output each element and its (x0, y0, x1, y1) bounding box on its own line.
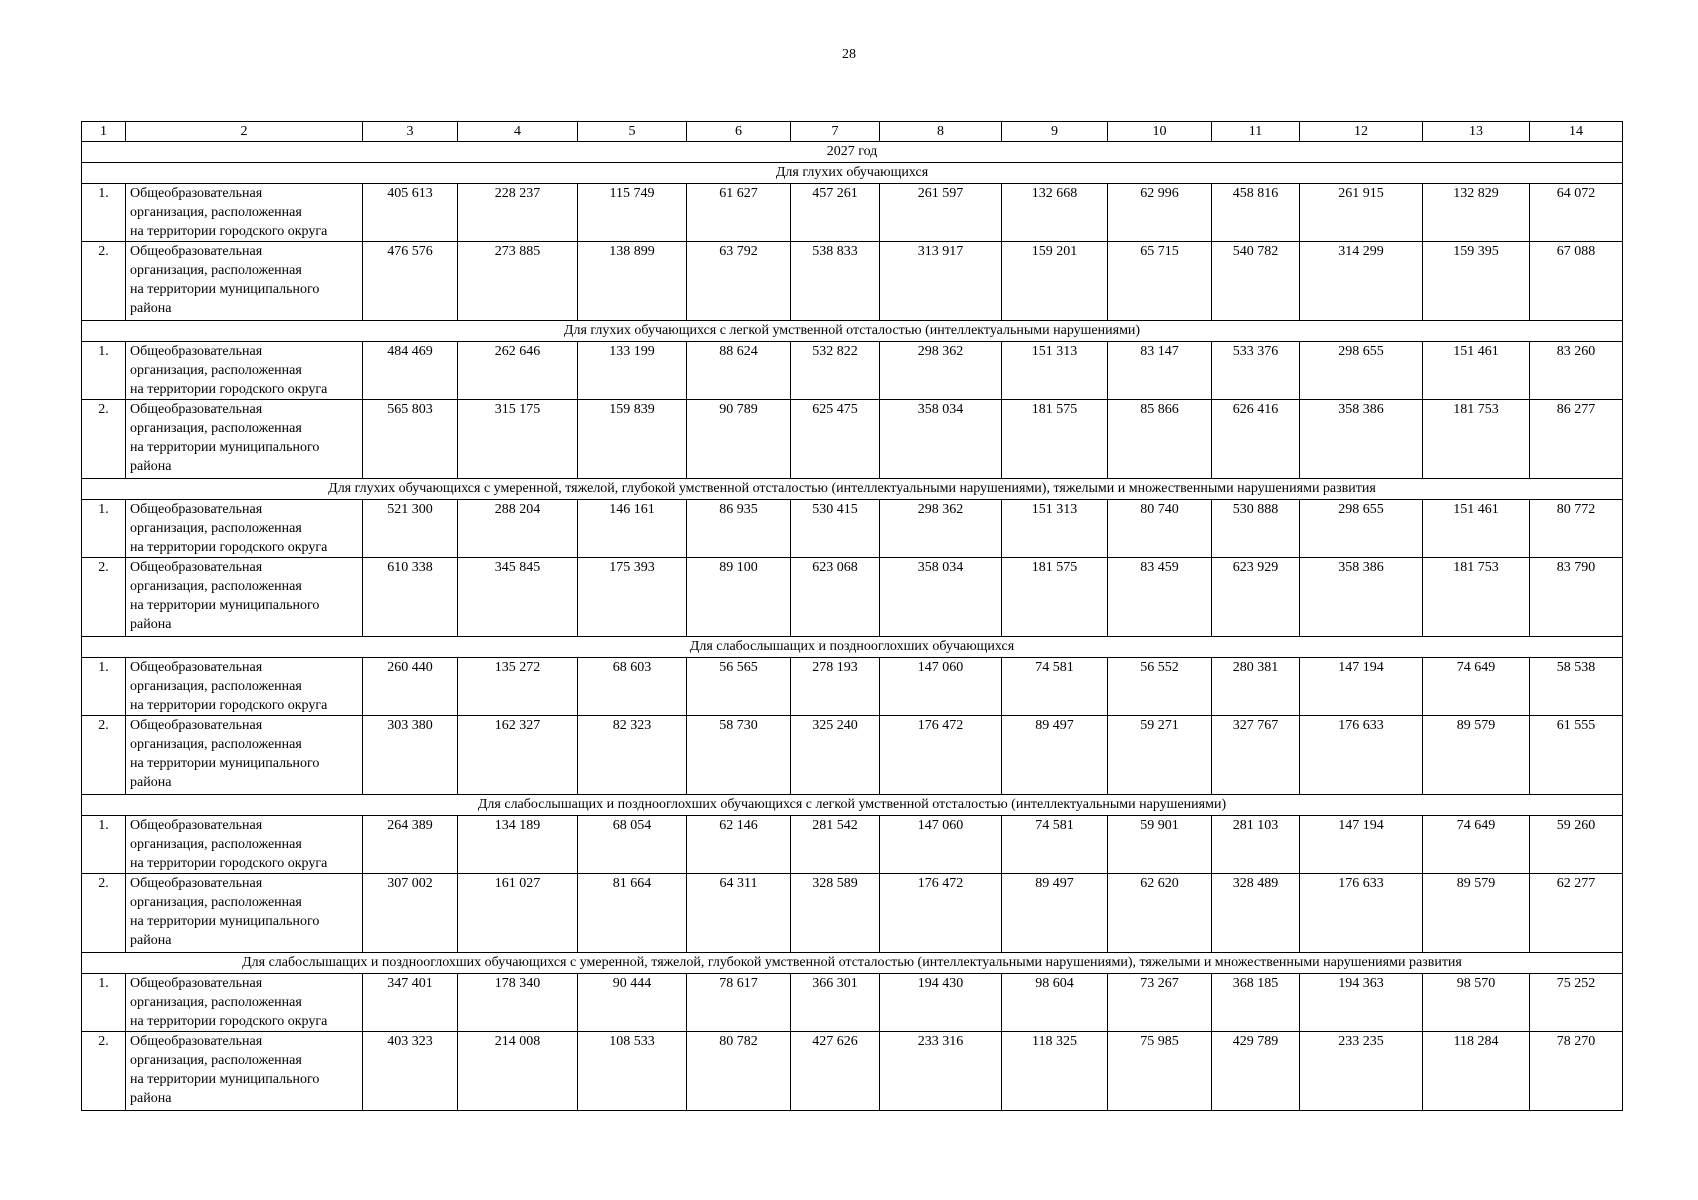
organization-name: Общеобразовательная организация, расположенная на территории муниципального района (126, 558, 363, 637)
value-cell: 314 299 (1300, 242, 1423, 321)
organization-name: Общеобразовательная организация, расположенная на территории городского округа (126, 184, 363, 242)
value-cell: 86 277 (1530, 400, 1623, 479)
value-cell: 75 985 (1108, 1032, 1212, 1111)
value-cell: 90 444 (578, 974, 687, 1032)
value-cell: 78 617 (687, 974, 791, 1032)
value-cell: 80 740 (1108, 500, 1212, 558)
column-number-cell: 4 (458, 122, 578, 142)
value-cell: 80 772 (1530, 500, 1623, 558)
value-cell: 74 581 (1002, 816, 1108, 874)
column-number-cell: 1 (82, 122, 126, 142)
value-cell: 228 237 (458, 184, 578, 242)
value-cell: 521 300 (363, 500, 458, 558)
table-row (82, 874, 1623, 953)
column-number-cell: 11 (1212, 122, 1300, 142)
value-cell: 59 901 (1108, 816, 1212, 874)
value-cell: 135 272 (458, 658, 578, 716)
value-cell: 146 161 (578, 500, 687, 558)
value-cell: 358 386 (1300, 400, 1423, 479)
value-cell: 83 790 (1530, 558, 1623, 637)
page-number: 28 (842, 47, 856, 62)
value-cell: 427 626 (791, 1032, 880, 1111)
value-cell: 458 816 (1212, 184, 1300, 242)
table-row (82, 184, 1623, 242)
value-cell: 83 459 (1108, 558, 1212, 637)
value-cell: 178 340 (458, 974, 578, 1032)
organization-name: Общеобразовательная организация, расположенная на территории городского округа (126, 342, 363, 400)
table-row (82, 716, 1623, 795)
value-cell: 74 649 (1423, 816, 1530, 874)
section-title: Для глухих обучающихся (82, 163, 1623, 184)
table-row (82, 342, 1623, 400)
value-cell: 281 542 (791, 816, 880, 874)
value-cell: 625 475 (791, 400, 880, 479)
section-title: Для слабослышащих и позднооглохших обучающихся с умеренной, тяжелой, глубокой умственной отсталостью (интеллектуальными нарушениями), тяжелыми и множественными нарушениями развития (82, 953, 1623, 974)
value-cell: 65 715 (1108, 242, 1212, 321)
value-cell: 115 749 (578, 184, 687, 242)
section-row (82, 795, 1623, 816)
value-cell: 307 002 (363, 874, 458, 953)
value-cell: 62 620 (1108, 874, 1212, 953)
value-cell: 530 888 (1212, 500, 1300, 558)
value-cell: 80 782 (687, 1032, 791, 1111)
value-cell: 176 472 (880, 716, 1002, 795)
organization-name: Общеобразовательная организация, расположенная на территории муниципального района (126, 716, 363, 795)
value-cell: 161 027 (458, 874, 578, 953)
value-cell: 281 103 (1212, 816, 1300, 874)
column-number-cell: 3 (363, 122, 458, 142)
organization-name: Общеобразовательная организация, расположенная на территории муниципального района (126, 1032, 363, 1111)
organization-name: Общеобразовательная организация, расположенная на территории муниципального района (126, 400, 363, 479)
value-cell: 262 646 (458, 342, 578, 400)
data-table (81, 121, 1623, 1111)
value-cell: 176 472 (880, 874, 1002, 953)
table-row (82, 974, 1623, 1032)
value-cell: 59 271 (1108, 716, 1212, 795)
value-cell: 327 767 (1212, 716, 1300, 795)
value-cell: 132 668 (1002, 184, 1108, 242)
column-number-cell: 6 (687, 122, 791, 142)
row-index: 1. (82, 658, 126, 716)
section-title: Для глухих обучающихся с легкой умственной отсталостью (интеллектуальными нарушениями) (82, 321, 1623, 342)
row-index: 2. (82, 874, 126, 953)
value-cell: 86 935 (687, 500, 791, 558)
value-cell: 181 575 (1002, 400, 1108, 479)
value-cell: 358 034 (880, 558, 1002, 637)
value-cell: 233 235 (1300, 1032, 1423, 1111)
table-row (82, 500, 1623, 558)
value-cell: 67 088 (1530, 242, 1623, 321)
value-cell: 176 633 (1300, 874, 1423, 953)
value-cell: 328 589 (791, 874, 880, 953)
value-cell: 260 440 (363, 658, 458, 716)
value-cell: 62 146 (687, 816, 791, 874)
value-cell: 74 581 (1002, 658, 1108, 716)
row-index: 2. (82, 242, 126, 321)
value-cell: 61 555 (1530, 716, 1623, 795)
value-cell: 288 204 (458, 500, 578, 558)
value-cell: 328 489 (1212, 874, 1300, 953)
value-cell: 214 008 (458, 1032, 578, 1111)
value-cell: 484 469 (363, 342, 458, 400)
value-cell: 347 401 (363, 974, 458, 1032)
value-cell: 403 323 (363, 1032, 458, 1111)
table-row (82, 816, 1623, 874)
value-cell: 85 866 (1108, 400, 1212, 479)
value-cell: 56 565 (687, 658, 791, 716)
value-cell: 405 613 (363, 184, 458, 242)
value-cell: 358 034 (880, 400, 1002, 479)
value-cell: 159 395 (1423, 242, 1530, 321)
value-cell: 366 301 (791, 974, 880, 1032)
table-row (82, 242, 1623, 321)
value-cell: 298 655 (1300, 342, 1423, 400)
row-index: 2. (82, 558, 126, 637)
column-number-cell: 9 (1002, 122, 1108, 142)
value-cell: 261 597 (880, 184, 1002, 242)
value-cell: 181 753 (1423, 558, 1530, 637)
value-cell: 89 497 (1002, 716, 1108, 795)
value-cell: 98 604 (1002, 974, 1108, 1032)
value-cell: 176 633 (1300, 716, 1423, 795)
value-cell: 82 323 (578, 716, 687, 795)
column-number-cell: 7 (791, 122, 880, 142)
value-cell: 315 175 (458, 400, 578, 479)
value-cell: 138 899 (578, 242, 687, 321)
value-cell: 368 185 (1212, 974, 1300, 1032)
value-cell: 175 393 (578, 558, 687, 637)
value-cell: 151 313 (1002, 500, 1108, 558)
value-cell: 98 570 (1423, 974, 1530, 1032)
value-cell: 194 430 (880, 974, 1002, 1032)
section-row (82, 953, 1623, 974)
value-cell: 476 576 (363, 242, 458, 321)
section-row (82, 163, 1623, 184)
row-index: 1. (82, 500, 126, 558)
value-cell: 59 260 (1530, 816, 1623, 874)
value-cell: 298 362 (880, 500, 1002, 558)
row-index: 1. (82, 184, 126, 242)
value-cell: 90 789 (687, 400, 791, 479)
value-cell: 58 730 (687, 716, 791, 795)
value-cell: 610 338 (363, 558, 458, 637)
row-index: 2. (82, 716, 126, 795)
value-cell: 457 261 (791, 184, 880, 242)
column-number-cell: 13 (1423, 122, 1530, 142)
row-index: 1. (82, 342, 126, 400)
value-cell: 273 885 (458, 242, 578, 321)
value-cell: 623 068 (791, 558, 880, 637)
organization-name: Общеобразовательная организация, расположенная на территории городского округа (126, 974, 363, 1032)
value-cell: 233 316 (880, 1032, 1002, 1111)
value-cell: 78 270 (1530, 1032, 1623, 1111)
organization-name: Общеобразовательная организация, расположенная на территории муниципального района (126, 874, 363, 953)
column-number-cell: 14 (1530, 122, 1623, 142)
year-cell: 2027 год (82, 142, 1623, 163)
column-number-cell: 12 (1300, 122, 1423, 142)
value-cell: 133 199 (578, 342, 687, 400)
row-index: 2. (82, 1032, 126, 1111)
value-cell: 61 627 (687, 184, 791, 242)
column-number-cell: 2 (126, 122, 363, 142)
value-cell: 358 386 (1300, 558, 1423, 637)
row-index: 1. (82, 974, 126, 1032)
value-cell: 89 497 (1002, 874, 1108, 953)
value-cell: 181 753 (1423, 400, 1530, 479)
value-cell: 151 313 (1002, 342, 1108, 400)
organization-name: Общеобразовательная организация, расположенная на территории муниципального района (126, 242, 363, 321)
value-cell: 83 260 (1530, 342, 1623, 400)
table-row (82, 658, 1623, 716)
value-cell: 147 060 (880, 658, 1002, 716)
value-cell: 81 664 (578, 874, 687, 953)
value-cell: 533 376 (1212, 342, 1300, 400)
value-cell: 118 325 (1002, 1032, 1108, 1111)
value-cell: 151 461 (1423, 500, 1530, 558)
organization-name: Общеобразовательная организация, расположенная на территории городского округа (126, 816, 363, 874)
value-cell: 162 327 (458, 716, 578, 795)
table-row (82, 558, 1623, 637)
value-cell: 118 284 (1423, 1032, 1530, 1111)
column-number-cell: 10 (1108, 122, 1212, 142)
value-cell: 159 201 (1002, 242, 1108, 321)
section-title: Для слабослышащих и позднооглохших обучающихся (82, 637, 1623, 658)
value-cell: 181 575 (1002, 558, 1108, 637)
value-cell: 74 649 (1423, 658, 1530, 716)
value-cell: 89 579 (1423, 874, 1530, 953)
section-title: Для глухих обучающихся с умеренной, тяжелой, глубокой умственной отсталостью (интеллектуальными нарушениями), тяжелыми и множественными нарушениями развития (82, 479, 1623, 500)
value-cell: 56 552 (1108, 658, 1212, 716)
row-index: 1. (82, 816, 126, 874)
value-cell: 325 240 (791, 716, 880, 795)
value-cell: 88 624 (687, 342, 791, 400)
section-row (82, 479, 1623, 500)
value-cell: 298 655 (1300, 500, 1423, 558)
column-number-cell: 8 (880, 122, 1002, 142)
value-cell: 73 267 (1108, 974, 1212, 1032)
column-number-cell: 5 (578, 122, 687, 142)
value-cell: 626 416 (1212, 400, 1300, 479)
value-cell: 134 189 (458, 816, 578, 874)
value-cell: 147 194 (1300, 816, 1423, 874)
value-cell: 345 845 (458, 558, 578, 637)
value-cell: 159 839 (578, 400, 687, 479)
column-number-row (82, 122, 1623, 142)
value-cell: 83 147 (1108, 342, 1212, 400)
value-cell: 278 193 (791, 658, 880, 716)
value-cell: 261 915 (1300, 184, 1423, 242)
value-cell: 147 060 (880, 816, 1002, 874)
table-row (82, 1032, 1623, 1111)
value-cell: 303 380 (363, 716, 458, 795)
value-cell: 623 929 (1212, 558, 1300, 637)
value-cell: 108 533 (578, 1032, 687, 1111)
value-cell: 540 782 (1212, 242, 1300, 321)
value-cell: 64 072 (1530, 184, 1623, 242)
value-cell: 565 803 (363, 400, 458, 479)
value-cell: 58 538 (1530, 658, 1623, 716)
section-row (82, 637, 1623, 658)
row-index: 2. (82, 400, 126, 479)
value-cell: 313 917 (880, 242, 1002, 321)
value-cell: 89 579 (1423, 716, 1530, 795)
value-cell: 63 792 (687, 242, 791, 321)
value-cell: 62 996 (1108, 184, 1212, 242)
value-cell: 151 461 (1423, 342, 1530, 400)
value-cell: 532 822 (791, 342, 880, 400)
value-cell: 147 194 (1300, 658, 1423, 716)
organization-name: Общеобразовательная организация, расположенная на территории городского округа (126, 500, 363, 558)
value-cell: 538 833 (791, 242, 880, 321)
value-cell: 298 362 (880, 342, 1002, 400)
value-cell: 68 603 (578, 658, 687, 716)
organization-name: Общеобразовательная организация, расположенная на территории городского округа (126, 658, 363, 716)
value-cell: 132 829 (1423, 184, 1530, 242)
value-cell: 194 363 (1300, 974, 1423, 1032)
value-cell: 429 789 (1212, 1032, 1300, 1111)
value-cell: 280 381 (1212, 658, 1300, 716)
year-row (82, 142, 1623, 163)
value-cell: 62 277 (1530, 874, 1623, 953)
value-cell: 64 311 (687, 874, 791, 953)
value-cell: 75 252 (1530, 974, 1623, 1032)
section-row (82, 321, 1623, 342)
section-title: Для слабослышащих и позднооглохших обучающихся с легкой умственной отсталостью (интеллектуальными нарушениями) (82, 795, 1623, 816)
value-cell: 89 100 (687, 558, 791, 637)
value-cell: 68 054 (578, 816, 687, 874)
table-row (82, 400, 1623, 479)
value-cell: 264 389 (363, 816, 458, 874)
value-cell: 530 415 (791, 500, 880, 558)
